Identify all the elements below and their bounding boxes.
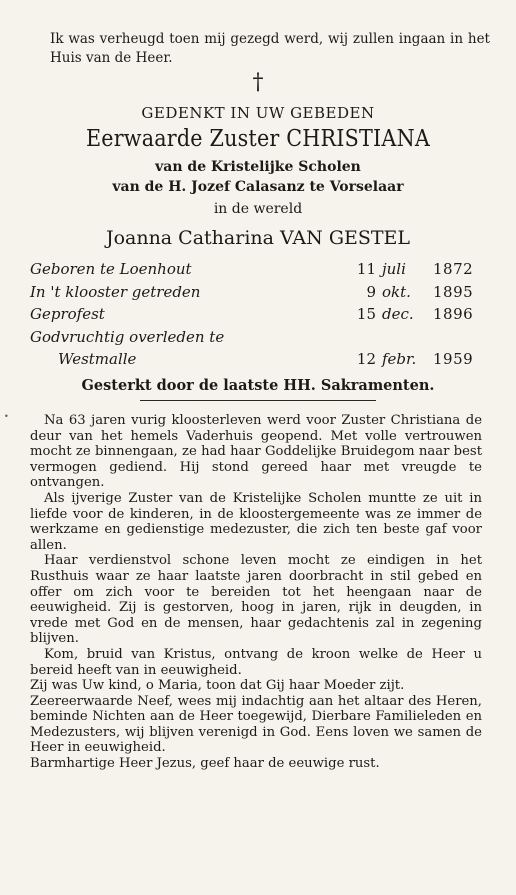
date-day: 15 <box>356 305 376 323</box>
date-month: dec. <box>382 305 414 323</box>
date-year: 1896 <box>433 305 474 323</box>
date-label: Geboren te Loenhout <box>30 260 192 278</box>
date-month: okt. <box>382 283 411 301</box>
cross-icon: † <box>252 70 264 95</box>
date-year: 1959 <box>433 350 474 368</box>
divider-rule <box>140 400 376 401</box>
date-year: 1895 <box>433 283 474 301</box>
paragraph: Haar verdienstvol schone leven mocht ze eindigen in het Rusthuis waar ze haar laatste jaren doorbracht in stil gebed en offer om zich voor te bereiden tot het heengaan naar de eeuwigheid. Zij is gestorven, hoog in jaren, rijk in deugden, in vrede met God en de mensen, haar gedachtenis zal in zegening blijven. <box>30 553 482 647</box>
order-line-1: van de Kristelijke Scholen <box>155 159 361 175</box>
sacraments-line: Gesterkt door de laatste HH. Sakramenten. <box>81 377 435 394</box>
date-year: 1872 <box>433 260 474 278</box>
date-label: Geprofest <box>30 305 105 323</box>
order-line-2: van de H. Jozef Calasanz te Vorselaar <box>112 179 404 195</box>
date-label: Godvruchtig overleden te <box>30 328 225 346</box>
paragraph: Na 63 jaren vurig kloosterleven werd voor Zuster Christiana de deur van het hemels Vaderhuis geopend. Met volle vertrouwen mocht ze binnengaan, ze had haar Goddelijke Bruidegom naar best vermogen gediend. Hij stond gereed haar met vreugde te ontvangen. <box>30 413 482 491</box>
epigraph-text: Ik was verheugd toen mij gezegd werd, wij zullen ingaan in het Huis van de Heer. <box>50 31 490 66</box>
memorial-text <box>30 413 482 772</box>
date-label: Westmalle <box>58 350 137 368</box>
in-de-wereld-label: in de wereld <box>213 201 303 217</box>
deceased-name: Eerwaarde Zuster CHRISTIANA <box>85 126 431 152</box>
birth-name: Joanna Catharina VAN GESTEL <box>105 227 411 249</box>
date-month: febr. <box>382 350 417 368</box>
paragraph: Als ijverige Zuster van de Kristelijke Scholen muntte ze uit in liefde voor de kinderen, in de kloostergemeente was ze immer de werkzame en gedienstige medezuster, die zich ten beste gaf voor allen. <box>30 490 482 553</box>
edge-dot: • <box>4 412 9 421</box>
date-day: 12 <box>356 350 376 368</box>
paragraph: Zeereerwaarde Neef, wees mij indachtig aan het altaar des Heren, beminde Nichten aan de Heer toegewijd, Dierbare Familieleden en Medezusters, wij blijven verenigd in God. Eens loven we samen de Heer in eeuwigheid. <box>30 693 482 756</box>
date-day: 9 <box>366 283 376 301</box>
paragraph: Zij was Uw kind, o Maria, toon dat Gij haar Moeder zijt. <box>30 678 405 694</box>
date-day: 11 <box>356 260 376 278</box>
paragraph: Barmhartige Heer Jezus, geef haar de eeuwige rust. <box>30 756 380 772</box>
paragraph: Kom, bruid van Kristus, ontvang de kroon welke de Heer u bereid heeft van in eeuwigheid. <box>30 646 482 678</box>
date-label: In 't klooster getreden <box>30 283 201 301</box>
gedenkt-heading: GEDENKT IN UW GEBEDEN <box>141 104 375 122</box>
date-month: juli <box>382 260 406 278</box>
